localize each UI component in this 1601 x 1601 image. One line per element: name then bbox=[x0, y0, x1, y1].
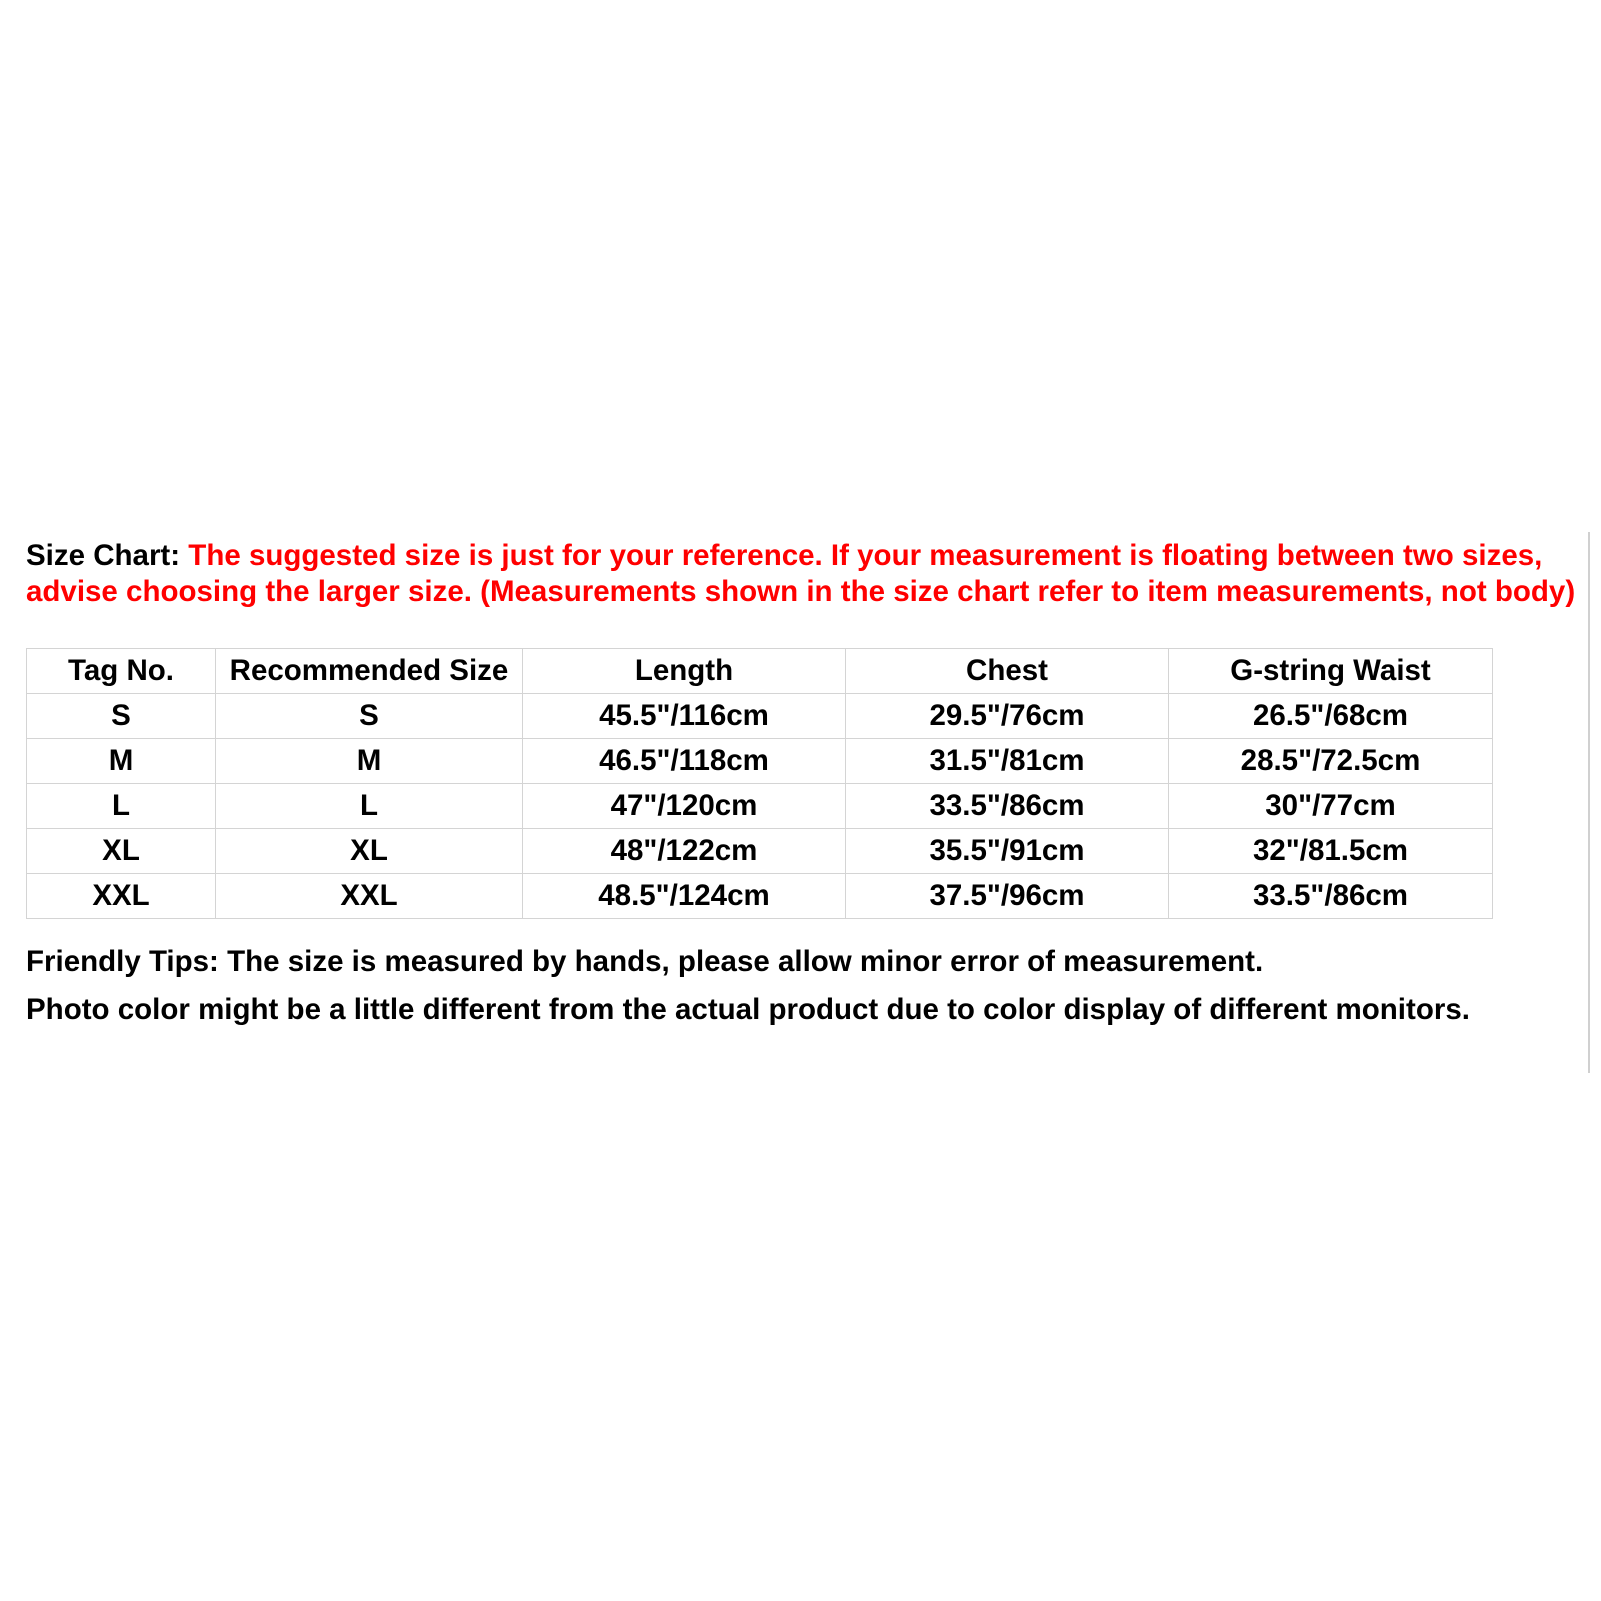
table-row bbox=[27, 739, 1493, 784]
cell-g-string-waist: 26.5"/68cm bbox=[1169, 694, 1493, 739]
cell-chest: 29.5"/76cm bbox=[846, 694, 1169, 739]
cell-g-string-waist: 32"/81.5cm bbox=[1169, 829, 1493, 874]
cell-recommended-size: M bbox=[216, 739, 523, 784]
cell-tag-no: S bbox=[27, 694, 216, 739]
cell-tag-no: L bbox=[27, 784, 216, 829]
cell-chest: 33.5"/86cm bbox=[846, 784, 1169, 829]
table-row bbox=[27, 784, 1493, 829]
cell-length: 45.5"/116cm bbox=[523, 694, 846, 739]
size-chart-label: Size Chart: bbox=[26, 539, 181, 572]
friendly-tips: Friendly Tips: The size is measured by hands, please allow minor error of measurement. bbox=[26, 945, 1264, 978]
cell-g-string-waist: 33.5"/86cm bbox=[1169, 874, 1493, 919]
cell-chest: 31.5"/81cm bbox=[846, 739, 1169, 784]
cell-g-string-waist: 30"/77cm bbox=[1169, 784, 1493, 829]
size-table bbox=[26, 648, 1493, 919]
header-tag-no: Tag No. bbox=[27, 649, 216, 694]
table-row bbox=[27, 829, 1493, 874]
cell-length: 47"/120cm bbox=[523, 784, 846, 829]
cell-g-string-waist: 28.5"/72.5cm bbox=[1169, 739, 1493, 784]
cell-recommended-size: XL bbox=[216, 829, 523, 874]
header-recommended-size: Recommended Size bbox=[216, 649, 523, 694]
cell-chest: 37.5"/96cm bbox=[846, 874, 1169, 919]
cell-length: 48.5"/124cm bbox=[523, 874, 846, 919]
size-chart-intro bbox=[26, 538, 1586, 610]
right-edge-rule bbox=[1588, 532, 1590, 1073]
photo-color-note: Photo color might be a little different from the actual product due to color display of different monitors. bbox=[26, 993, 1470, 1026]
table-row bbox=[27, 874, 1493, 919]
size-chart-note: The suggested size is just for your reference. If your measurement is floating between two sizes, advise choosing the larger size. (Measurements shown in the size chart refer to item measurements, not body) bbox=[26, 539, 1576, 608]
table-row bbox=[27, 694, 1493, 739]
cell-recommended-size: L bbox=[216, 784, 523, 829]
table-header-row bbox=[27, 649, 1493, 694]
cell-length: 48"/122cm bbox=[523, 829, 846, 874]
cell-length: 46.5"/118cm bbox=[523, 739, 846, 784]
header-length: Length bbox=[523, 649, 846, 694]
cell-recommended-size: XXL bbox=[216, 874, 523, 919]
header-g-string-waist: G-string Waist bbox=[1169, 649, 1493, 694]
cell-recommended-size: S bbox=[216, 694, 523, 739]
cell-tag-no: XL bbox=[27, 829, 216, 874]
cell-tag-no: XXL bbox=[27, 874, 216, 919]
cell-chest: 35.5"/91cm bbox=[846, 829, 1169, 874]
cell-tag-no: M bbox=[27, 739, 216, 784]
header-chest: Chest bbox=[846, 649, 1169, 694]
